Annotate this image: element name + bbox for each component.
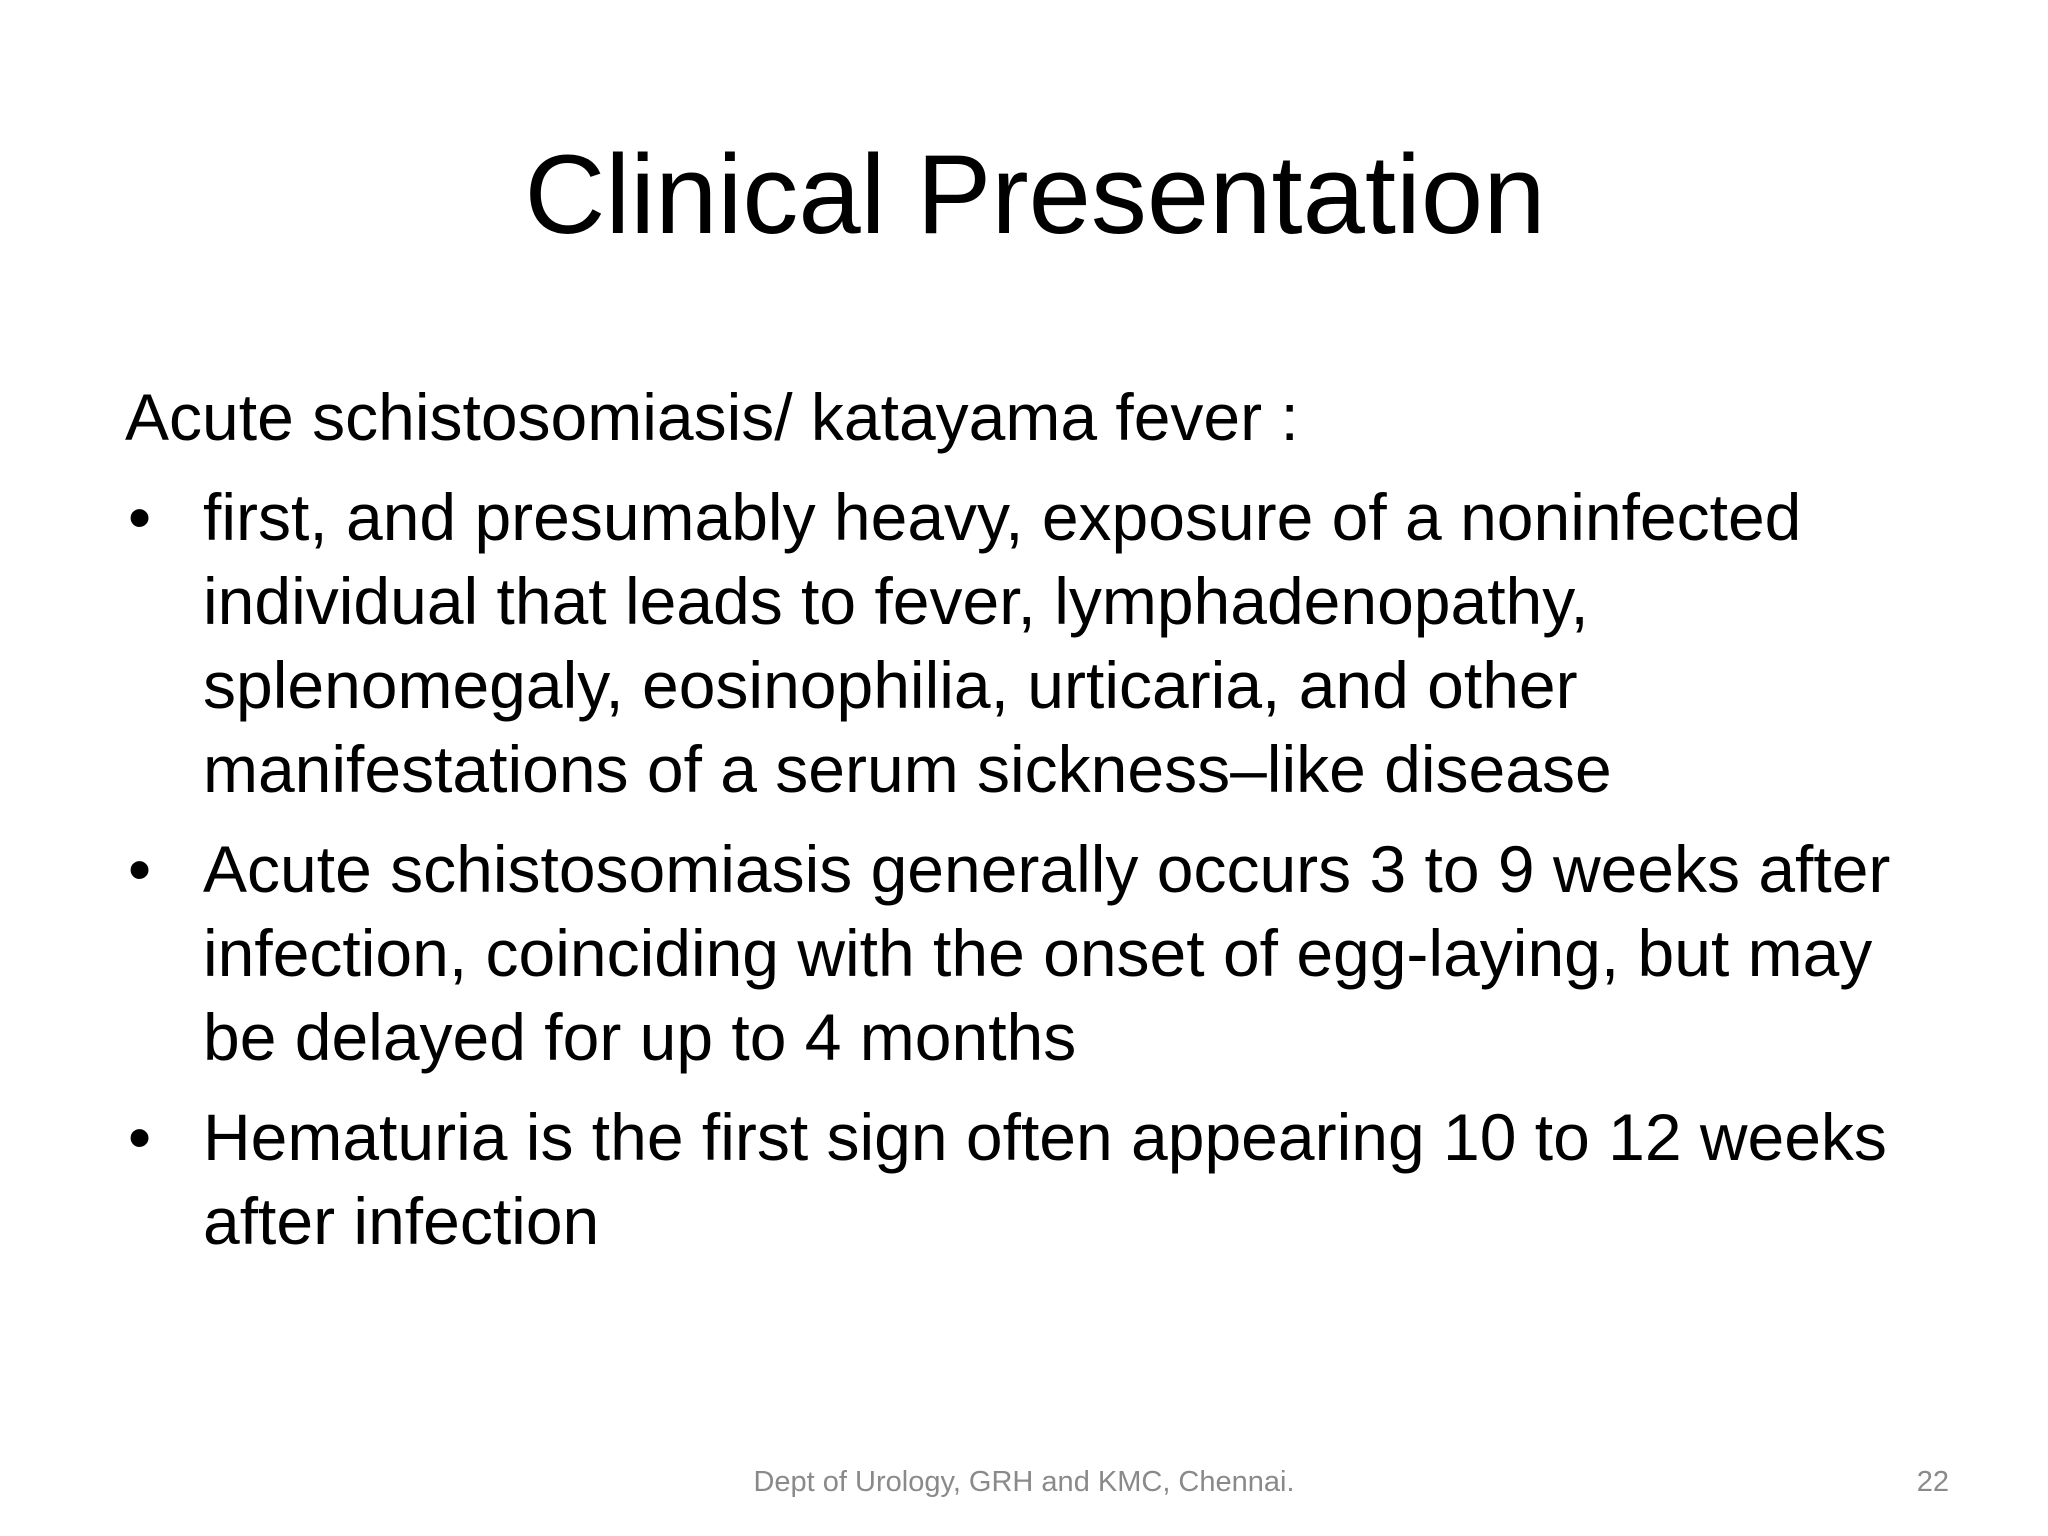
bullet-text: first, and presumably heavy, exposure of a noninfected individual that leads to fever, lymphadenopathy, splenomegaly, eosinophilia, urticaria, and other manifestations of a serum sickness–like disease	[203, 480, 1802, 806]
bullet-dot-icon: •	[128, 480, 152, 554]
bullet-dot-icon: •	[128, 1100, 152, 1174]
intro-text: Acute schistosomiasis/ katayama fever :	[125, 380, 1299, 454]
bullet-dot-icon: •	[128, 832, 152, 906]
page-number: 22	[1916, 1466, 1949, 1498]
slide-footer	[0, 1466, 2048, 1506]
slide-title: Clinical Presentation	[524, 132, 1546, 257]
bullet-text: Acute schistosomiasis generally occurs 3 to 9 weeks after infection, coinciding with the onset of egg-laying, but may be delayed for up to 4 months	[203, 832, 1891, 1074]
bullet-item	[125, 475, 1945, 811]
bullet-item	[125, 827, 1945, 1079]
bullet-list	[125, 475, 1945, 1263]
footer-department: Dept of Urology, GRH and KMC, Chennai.	[753, 1466, 1295, 1498]
slide-body	[125, 375, 1945, 1263]
bullet-item	[125, 1095, 1945, 1263]
bullet-text: Hematuria is the first sign often appearing 10 to 12 weeks after infection	[203, 1100, 1887, 1258]
